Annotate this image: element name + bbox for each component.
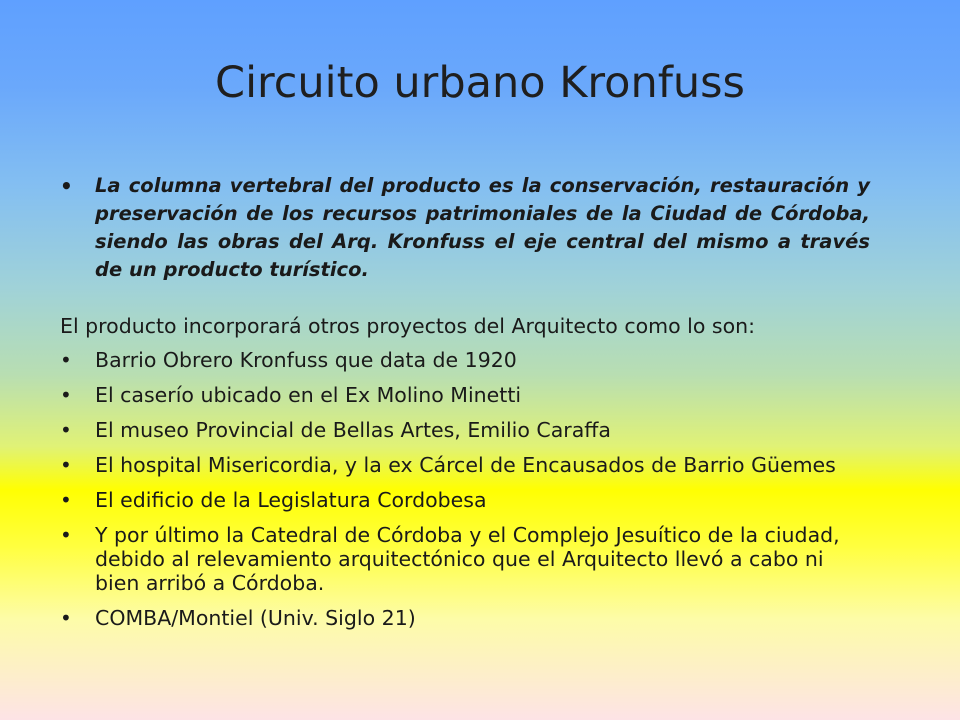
- list-item: [60, 418, 870, 442]
- bullet-icon: •: [60, 418, 72, 442]
- bullet-icon: •: [60, 453, 72, 477]
- list-item: [60, 606, 870, 630]
- lead-paragraph: [60, 172, 870, 284]
- lead-text: La columna vertebral del producto es la conservación, restauración y preservación de los recursos patrimoniales de la Ciudad de Córdoba, siendo las obras del Arq. Kronfuss el eje central del mismo a través de un producto turístico.: [95, 174, 870, 281]
- intro-text: El producto incorporará otros proyectos del Arquitecto como lo son:: [60, 314, 756, 338]
- project-list: [60, 348, 870, 630]
- list-item: [60, 488, 870, 512]
- list-item: [60, 383, 870, 407]
- list-item-text: El caserío ubicado en el Ex Molino Minetti: [95, 383, 522, 407]
- list-item: [60, 523, 870, 595]
- list-item: [60, 453, 870, 477]
- bullet-icon: •: [60, 606, 72, 630]
- slide-body: [60, 172, 870, 641]
- list-item-text: COMBA/Montiel (Univ. Siglo 21): [95, 606, 416, 630]
- list-item-text: Barrio Obrero Kronfuss que data de 1920: [95, 348, 517, 372]
- list-item-text: El museo Provincial de Bellas Artes, Emilio Caraffa: [95, 418, 611, 442]
- bullet-icon: •: [60, 174, 73, 198]
- bullet-icon: •: [60, 383, 72, 407]
- slide-title: Circuito urbano Kronfuss: [215, 58, 745, 108]
- list-item-text: El hospital Misericordia, y la ex Cárcel de Encausados de Barrio Güemes: [95, 453, 836, 477]
- list-item-text: Y por último la Catedral de Córdoba y el Complejo Jesuítico de la ciudad, debido al relevamiento arquitectónico que el Arquitecto llevó a cabo ni bien arribó a Córdoba.: [95, 523, 840, 595]
- bullet-icon: •: [60, 488, 72, 512]
- list-item-text: El edificio de la Legislatura Cordobesa: [95, 488, 487, 512]
- bullet-icon: •: [60, 348, 72, 372]
- list-item: [60, 348, 870, 372]
- bullet-icon: •: [60, 523, 72, 547]
